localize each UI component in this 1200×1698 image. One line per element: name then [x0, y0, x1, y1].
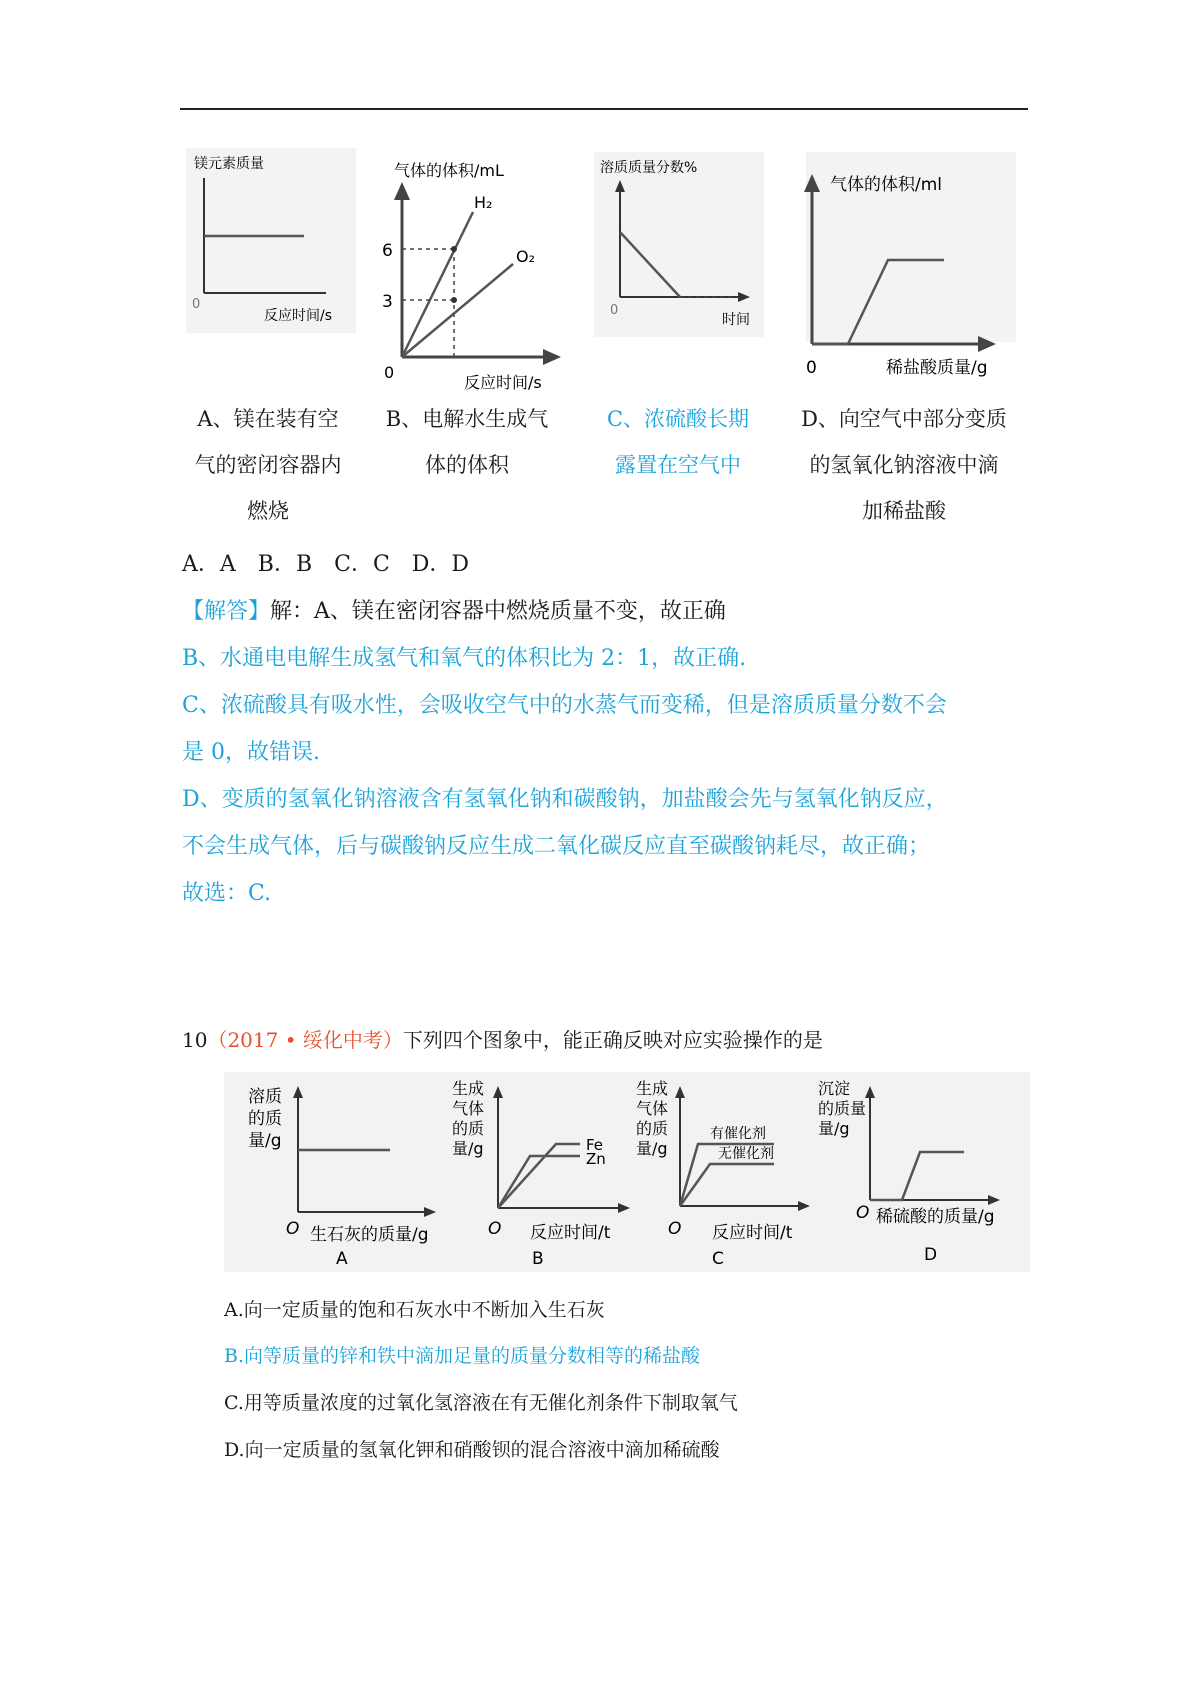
q9-graph-d: [786, 152, 1016, 387]
q10-figure: [224, 1072, 1030, 1272]
q9-graph-b: [378, 152, 573, 397]
q9b-o2-line: [402, 264, 513, 357]
svg-text:A: A: [336, 1249, 348, 1269]
q9-choices: A．A B．B C．C D．D: [182, 552, 470, 577]
svg-text:0: 0: [806, 358, 817, 378]
svg-text:O: O: [668, 1219, 682, 1239]
svg-text:O: O: [856, 1203, 870, 1223]
svg-text:的质: 的质: [636, 1119, 669, 1138]
q10-option-a: A.向一定质量的饱和石灰水中不断加入生石灰: [224, 1299, 605, 1321]
q9b-series-o2: O₂: [516, 247, 536, 266]
q9-answer-line-5: D、变质的氢氧化钠溶液含有氢氧化钠和碳酸钠，加盐酸会先与氢氧化钠反应，: [182, 787, 948, 812]
q9-answer-line-6: 不会生成气体，后与碳酸钠反应生成二氧化碳反应直至碳酸钠耗尽，故正确；: [182, 834, 931, 859]
svg-text:D: D: [924, 1245, 938, 1265]
svg-text:0: 0: [192, 297, 201, 312]
q9-graph-c: [594, 152, 764, 337]
q10-source: （2017 • 绥化中考）: [207, 1028, 403, 1052]
svg-text:量/g: 量/g: [818, 1119, 850, 1138]
q9-caption-d: D、向空气中部分变质 的氢氧化钠溶液中滴 加稀盐酸: [801, 407, 1007, 523]
q9c-ylabel: 溶质质量分数%: [600, 160, 698, 176]
q9-caption-a: A、镁在装有空 气的密闭容器内 燃烧: [194, 407, 342, 523]
svg-text:反应时间/t: 反应时间/t: [530, 1223, 611, 1243]
svg-text:溶质: 溶质: [248, 1087, 282, 1107]
q9-answer-line-2: B、水通电电解生成氢气和氧气的体积比为 2：1，故正确.: [182, 646, 747, 671]
svg-text:无催化剂: 无催化剂: [718, 1146, 774, 1162]
q9b-xlabel: 反应时间/s: [464, 373, 542, 392]
svg-text:生成: 生成: [452, 1079, 485, 1098]
svg-text:Fe: Fe: [586, 1136, 604, 1154]
q9b-h2-line: [402, 212, 473, 357]
q9d-xlabel: 稀盐酸质量/g: [886, 358, 988, 378]
q9-caption-b: B、电解水生成气 体的体积: [385, 407, 549, 477]
q9b-tick-6: 6: [382, 241, 393, 261]
q10-option-b: B.向等质量的锌和铁中滴加足量的质量分数相等的稀盐酸: [224, 1345, 701, 1367]
svg-text:生石灰的质量/g: 生石灰的质量/g: [310, 1225, 429, 1245]
svg-text:B: B: [532, 1249, 544, 1269]
svg-text:气体: 气体: [452, 1099, 485, 1118]
q9a-ylabel: 镁元素质量: [194, 156, 264, 172]
q9a-xlabel: 反应时间/s: [264, 308, 333, 324]
svg-text:沉淀: 沉淀: [818, 1079, 851, 1098]
q10-stem: 10（2017 • 绥化中考）下列四个图象中，能正确反映对应实验操作的是: [182, 1028, 823, 1052]
q9-answer-line-3: C、浓硫酸具有吸水性，会吸收空气中的水蒸气而变稀，但是溶质质量分数不会: [182, 693, 947, 718]
svg-text:0: 0: [384, 363, 395, 382]
q10-option-c: C.用等质量浓度的过氧化氢溶液在有无催化剂条件下制取氧气: [224, 1392, 738, 1414]
svg-text:的质: 的质: [248, 1109, 282, 1129]
svg-text:O: O: [488, 1219, 502, 1239]
svg-text:0: 0: [610, 303, 619, 318]
q9b-ylabel: 气体的体积/mL: [394, 161, 504, 180]
svg-text:C: C: [712, 1249, 724, 1269]
q9b-tick-3: 3: [382, 292, 393, 312]
svg-text:气体: 气体: [636, 1099, 669, 1118]
q9b-series-h2: H₂: [474, 193, 493, 212]
svg-text:反应时间/t: 反应时间/t: [712, 1223, 793, 1243]
q9c-xlabel: 时间: [722, 312, 750, 328]
q9-answer-line-1: 【解答】解：A、镁在密闭容器中燃烧质量不变，故正确: [182, 599, 726, 624]
svg-text:生成: 生成: [636, 1079, 669, 1098]
svg-text:的质: 的质: [452, 1119, 485, 1138]
svg-text:的质量: 的质量: [818, 1099, 867, 1118]
q9-caption-c: C、浓硫酸长期 露置在空气中: [606, 407, 750, 477]
q10-option-d: D.向一定质量的氢氧化钾和硝酸钡的混合溶液中滴加稀硫酸: [224, 1439, 720, 1461]
q9-answer-line-7: 故选：C.: [182, 881, 272, 906]
svg-text:Zn: Zn: [586, 1150, 606, 1168]
svg-text:量/g: 量/g: [248, 1131, 282, 1151]
header-rule: [180, 108, 1028, 110]
q9-graph-a: [186, 148, 356, 333]
svg-text:量/g: 量/g: [452, 1139, 484, 1158]
svg-text:量/g: 量/g: [636, 1139, 668, 1158]
answer-tag: 【解答】: [182, 599, 271, 624]
q9-answer-line-4: 是 0，故错误.: [182, 740, 320, 765]
svg-text:有催化剂: 有催化剂: [710, 1126, 766, 1142]
svg-text:O: O: [286, 1219, 300, 1239]
svg-text:稀硫酸的质量/g: 稀硫酸的质量/g: [876, 1207, 995, 1227]
q9d-ylabel: 气体的体积/ml: [830, 175, 943, 195]
